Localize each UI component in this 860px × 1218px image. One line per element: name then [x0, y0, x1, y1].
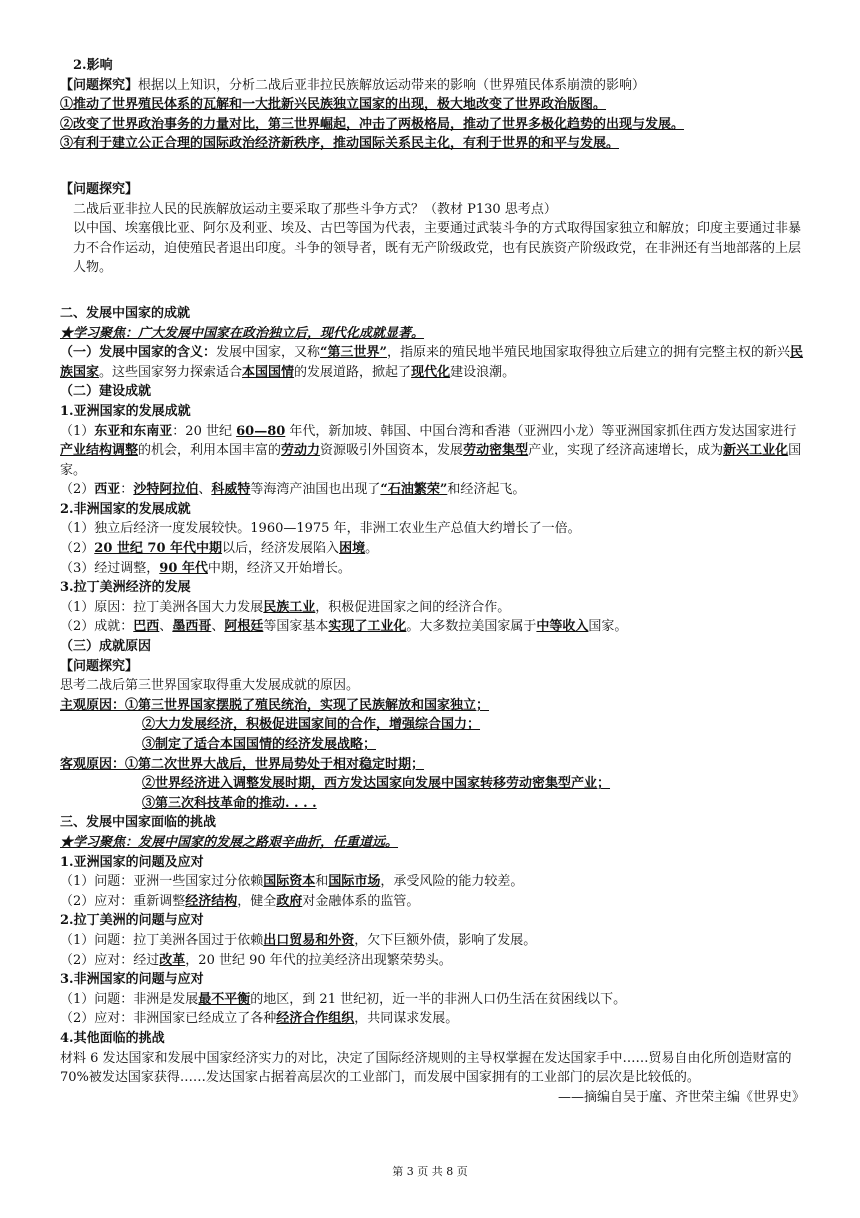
text: 发展中国家，又称 — [216, 345, 321, 361]
region: 东亚和东南亚 — [94, 423, 173, 439]
text: （2）应对：经过 — [60, 952, 160, 968]
text: 、 — [159, 619, 173, 635]
keyword: 经济结构 — [185, 893, 238, 909]
part2-heading: 二、发展中国家的成就 — [60, 305, 191, 321]
reason-title: （三）成就原因 — [60, 639, 152, 655]
text: （2） — [60, 541, 95, 557]
reason-question: 思考二战后第三世界国家取得重大发展成就的原因。 — [60, 678, 360, 694]
keyword: 20 世纪 70 年代中期 — [94, 541, 223, 557]
text: 等海湾产油国也出现了 — [250, 482, 381, 498]
subjective-reason-2: ②大力发展经济，积极促进国家间的合作，增强综合国力； — [142, 717, 481, 733]
text: 。大多数拉美国家属于 — [406, 619, 537, 635]
text: ，积极促进国家之间的经济合作。 — [315, 599, 511, 615]
text: 中期，经济又开始增长。 — [207, 560, 351, 576]
text: ：20 世纪 — [172, 423, 237, 439]
text: 、 — [211, 619, 225, 635]
text: 年代，新加坡、韩国、中国台湾和香港（亚洲四小龙）等亚洲国家抓住西方发达国家进行 — [285, 423, 797, 439]
keyword: 最不平衡 — [198, 991, 251, 1007]
inquiry-text: 根据以上知识，分析二战后亚非拉民族解放运动带来的影响（世界殖民体系崩溃的影响） — [138, 77, 646, 93]
subjective-reason-3: ③制定了适合本国国情的经济发展战略； — [142, 737, 377, 752]
text: （1）问题：拉丁美洲各国过于依赖 — [60, 932, 264, 948]
keyword: “第三世界” — [320, 345, 387, 361]
spacer — [60, 278, 805, 304]
text: 等国家基本 — [263, 619, 329, 635]
document-page — [60, 56, 805, 1107]
inquiry-question: 二战后亚非拉人民的民族解放运动主要采取了那些斗争方式？（教材 P130 思考点） — [73, 201, 557, 217]
keyword: 墨西哥 — [172, 619, 212, 635]
keyword: “石油繁荣” — [380, 482, 448, 498]
inquiry-label: 【问题探究】 — [60, 658, 139, 674]
spacer — [60, 154, 805, 180]
asia-achievement-1 — [60, 422, 805, 481]
effect-point-1: ①推动了世界殖民体系的瓦解和一大批新兴民族独立国家的出现，极大地改变了世界政治版图。 — [60, 97, 607, 113]
text: （1） — [60, 423, 95, 439]
text: 建设浪潮。 — [450, 364, 516, 380]
text: ，承受风险的能力较差。 — [380, 874, 524, 890]
page-footer: 第 3 页 共 8 页 — [392, 1165, 468, 1178]
part3-heading: 三、发展中国家面临的挑战 — [60, 815, 217, 831]
material-source: ——摘编自吴于廑、齐世荣主编《世界史》 — [557, 1089, 805, 1105]
text: （2）应对：非洲国家已经成立了各种 — [60, 1011, 277, 1027]
reason-item: ①第二次世界大战后，世界局势处于相对稳定时期； — [125, 756, 425, 772]
keyword: 产业结构调整 — [60, 443, 139, 459]
text: 对金融体系的监管。 — [302, 893, 420, 909]
africa-challenge-2 — [60, 1009, 805, 1029]
keyword: 政府 — [276, 893, 303, 909]
reason-item: ①第三世界国家摆脱了殖民统治，实现了民族解放和国家独立； — [125, 697, 490, 713]
text: 资源吸引外国资本，发展 — [320, 443, 464, 459]
text: （1）原因：拉丁美洲各国大力发展 — [60, 599, 264, 615]
text: 产业，实现了经济高速增长，成为 — [528, 443, 724, 459]
text: （1）问题：非洲是发展 — [60, 991, 199, 1007]
region: 西亚 — [94, 482, 121, 498]
keyword: 科威特 — [211, 482, 251, 498]
text: 、 — [198, 482, 212, 498]
asia-challenge-title: 1.亚洲国家的问题及应对 — [60, 854, 204, 870]
text: 的地区，到 21 世纪初，近一半的非洲人口仍生活在贫困线以下。 — [250, 991, 627, 1007]
keyword: 阿根廷 — [224, 619, 264, 635]
text: 。这些国家努力探索适合 — [99, 364, 243, 380]
text: 。 — [365, 541, 379, 557]
asia-achievement-2 — [60, 480, 805, 500]
text: ，健全 — [237, 893, 277, 909]
keyword: 国际市场 — [328, 874, 381, 890]
keyword: 巴西 — [133, 619, 160, 635]
objective-label: 客观原因： — [60, 756, 126, 772]
keyword: 民族工业 — [263, 599, 316, 615]
keyword: 实现了工业化 — [328, 619, 407, 635]
learning-focus: ★学习聚焦：广大发展中国家在政治独立后，现代化成就显著。 — [60, 325, 425, 341]
inquiry-question — [60, 76, 805, 96]
keyword: 国际资本 — [263, 874, 316, 890]
effect-point-3: ③有利于建立公正合理的国际政治经济新秩序，推动国际关系民主化，有利于世界的和平与发展。 — [60, 136, 620, 152]
latam-challenge-2 — [60, 951, 805, 971]
africa-achievement-2 — [60, 539, 805, 559]
text: 以后，经济发展陷入 — [222, 541, 340, 557]
africa-challenge-1 — [60, 990, 805, 1010]
objective-reason-2: ②世界经济进入调整发展时期，西方发达国家向发展中国家转移劳动密集型产业； — [142, 776, 611, 792]
objective-reason-1 — [60, 755, 805, 775]
text: ，欠下巨额外债，影响了发展。 — [354, 932, 537, 948]
africa-achievement-title: 2.非洲国家的发展成就 — [60, 501, 191, 517]
subjective-reason-1 — [60, 696, 805, 716]
material-6: 材料 6 发达国家和发展中国家经济实力的对比，决定了国际经济规则的主导权掌握在发达国家手中……贸易自由化所创造财富的 70%被发达国家获得……发达国家占据着高层次的工业部门，而发展中国家拥有的工业部门的层次是比较低的。 — [60, 1050, 792, 1086]
asia-achievement-title: 1.亚洲国家的发展成就 — [60, 403, 191, 419]
keyword: 改革 — [159, 952, 186, 968]
text: ，指原来的殖民地半殖民地国家取得独立后建立的拥有完整主权的新兴 — [387, 345, 791, 361]
asia-challenge-1 — [60, 872, 805, 892]
inquiry-label: 【问题探究】 — [60, 181, 139, 197]
text: （2）应对：重新调整 — [60, 893, 186, 909]
developing-country-meaning — [60, 343, 805, 382]
meaning-title: （一）发展中国家的含义： — [60, 345, 217, 361]
keyword: 民族国家 — [60, 345, 804, 380]
text: 的发展道路，掀起了 — [294, 364, 412, 380]
text: （2）成就： — [60, 619, 134, 635]
keyword: 现代化 — [411, 364, 451, 380]
inquiry-answer: 以中国、埃塞俄比亚、阿尔及利亚、埃及、古巴等国为代表，主要通过武装斗争的方式取得国家独立和解放；印度主要通过非暴力不合作运动，迫使殖民者退出印度。斗争的领导者，既有无产阶级政党，也有民族资产阶级政党，在非洲还有当地部落的上层人物。 — [73, 221, 802, 276]
africa-achievement-1: （1）独立后经济一度发展较快。1960—1975 年，非洲工农业生产总值大约增长了一倍。 — [60, 521, 581, 537]
build-title: （二）建设成就 — [60, 384, 152, 400]
asia-challenge-2 — [60, 892, 805, 912]
inquiry-label: 【问题探究】 — [60, 77, 139, 93]
text: 国家。 — [60, 443, 802, 478]
africa-achievement-3 — [60, 559, 805, 579]
text: 和 — [315, 874, 329, 890]
objective-reason-3: ③第三次科技革命的推动. . . . — [142, 795, 317, 811]
subjective-label: 主观原因： — [60, 697, 126, 713]
keyword: 新兴工业化 — [723, 443, 789, 459]
text: （1）问题：亚洲一些国家过分依赖 — [60, 874, 264, 890]
other-challenge-title: 4.其他面临的挑战 — [60, 1030, 165, 1046]
text: ，共同谋求发展。 — [354, 1011, 459, 1027]
keyword: 困境 — [339, 541, 366, 557]
effect-point-2: ②改变了世界政治事务的力量对比，第三世界崛起，冲击了两极格局，推动了世界多极化趋势的出现与发展。 — [60, 116, 685, 132]
text: 国家。 — [588, 619, 628, 635]
keyword: 沙特阿拉伯 — [133, 482, 199, 498]
keyword: 90 年代 — [159, 560, 208, 576]
text: （2） — [60, 482, 95, 498]
keyword: 劳动力 — [281, 443, 321, 459]
text: 的机会，利用本国丰富的 — [138, 443, 282, 459]
latam-achievement-title: 3.拉丁美洲经济的发展 — [60, 580, 191, 596]
latam-challenge-title: 2.拉丁美洲的问题与应对 — [60, 913, 204, 929]
keyword: 劳动密集型 — [463, 443, 529, 459]
keyword: 出口贸易和外资 — [263, 932, 355, 948]
latam-challenge-1 — [60, 931, 805, 951]
keyword: 经济合作组织 — [276, 1011, 355, 1027]
keyword: 中等收入 — [536, 619, 589, 635]
text: （3）经过调整， — [60, 560, 160, 576]
section-title-effect: 2.影响 — [73, 58, 113, 73]
africa-challenge-title: 3.非洲国家的问题与应对 — [60, 972, 204, 988]
keyword: 本国国情 — [242, 364, 295, 380]
keyword: 60—80 — [236, 423, 286, 439]
learning-focus: ★学习聚焦：发展中国家的发展之路艰辛曲折，任重道远。 — [60, 834, 399, 850]
text: ： — [120, 482, 134, 498]
text: 和经济起飞。 — [447, 482, 526, 498]
latam-achievement-2 — [60, 617, 805, 637]
text: ，20 世纪 90 年代的拉美经济出现繁荣势头。 — [185, 952, 452, 968]
latam-achievement-1 — [60, 598, 805, 618]
